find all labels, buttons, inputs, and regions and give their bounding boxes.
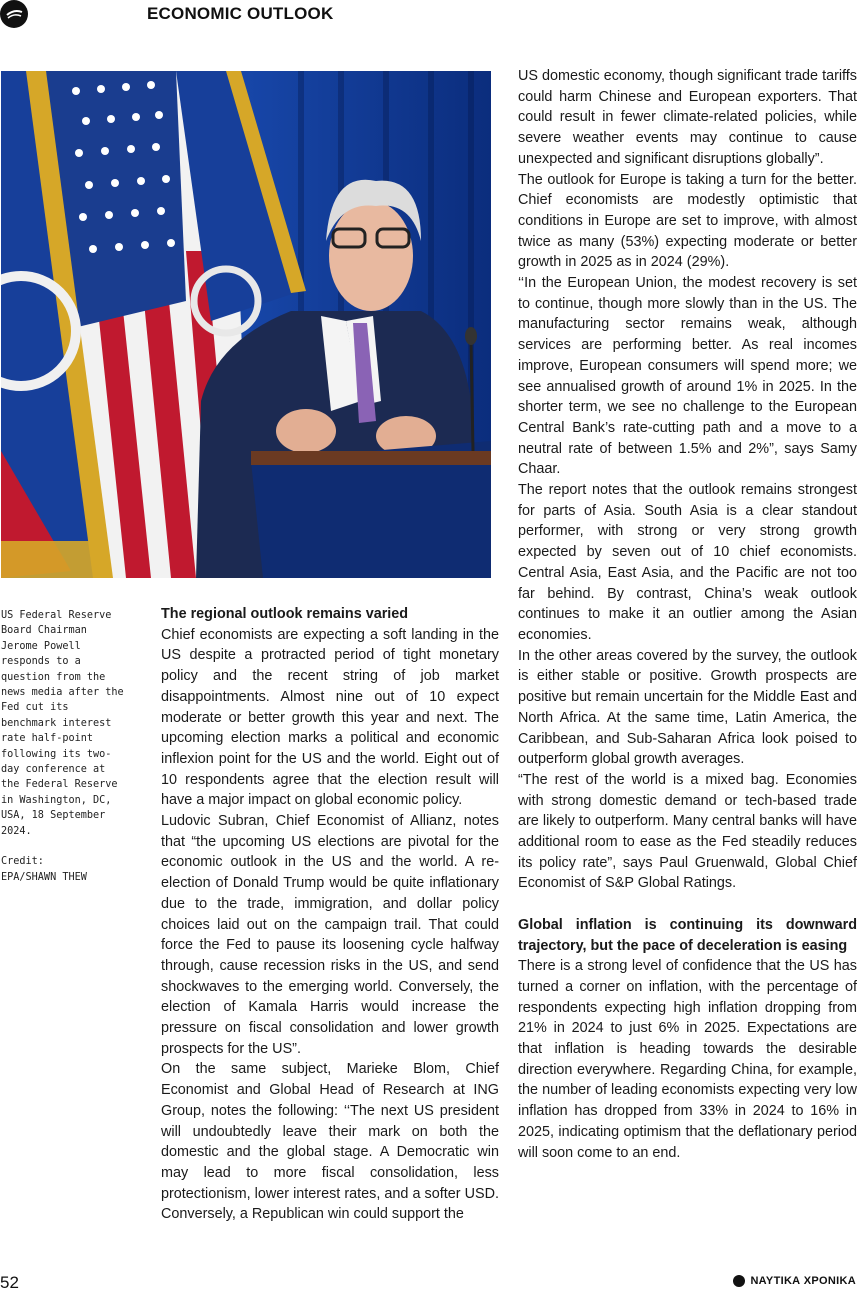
section-heading: The regional outlook remains varied bbox=[161, 606, 409, 622]
photo-caption bbox=[1, 608, 126, 885]
paragraph: US domestic economy, though significant trade tariffs could harm Chinese and European exporters. That could result in fewer climate-related policies, while severe weather events may continue to cause unexpected and significant disruptions globally”. bbox=[518, 68, 857, 167]
caption-credit-value: EPA/SHAWN THEW bbox=[1, 871, 87, 883]
paragraph: The report notes that the outlook remains strongest for parts of Asia. South Asia is a clear standout performer, with strong or very strong growth expected by seven out of 10 chief economists. Central Asia, East Asia, and the Pacific are not too far behind. By contrast, China’s weak outlook continues to make it an outlier among the Asian economies. bbox=[518, 482, 857, 643]
paragraph: The outlook for Europe is taking a turn for the better. Chief economists are modestly optimistic that conditions in Europe are set to improve, with almost twice as many (53%) expecting moderate or better growth in 2025 as in 2024 (29%). bbox=[518, 171, 857, 271]
paragraph: Ludovic Subran, Chief Economist of Allianz, notes that “the upcoming US elections are pivotal for the economic outlook in the US and the world. A re-election of Donald Trump would be quite inflationary due to the trade, immigration, and dollar policy choices laid out on the campaign trail. That could force the Fed to pause its loosening cycle halfway through, cause recession risks in the US, and send shockwaves to the emerging world. Conversely, the election of Kamala Harris would increase the pressure on fiscal consolidation and lower growth prospects for the US”. bbox=[161, 813, 499, 1057]
page-number: 52 bbox=[0, 1273, 19, 1292]
brand-name: ΝΑΥΤΙΚΑ ΧΡΟΝΙΚΑ bbox=[750, 1275, 856, 1287]
paragraph: ‘‘In the European Union, the modest recovery is set to continue, though more slowly than in the US. The manufacturing sector remains weak, although services are performing better. As real incomes improve, European consumers will spend more; we see annualised growth of around 1% in 2025. In the shorter term, we see no challenge to the European Central Bank’s rate-cutting path and a move to a neutral rate of between 1.5% and 2%”, says Samy Chaar. bbox=[518, 275, 857, 478]
paragraph: “The rest of the world is a mixed bag. Economies with strong domestic demand or tech-based trade are likely to outperform. Many central banks will have additional room to ease as the Fed steadily reduces its policy rate”, says Paul Gruenwald, Global Chief Economist of S&P Global Ratings. bbox=[518, 771, 857, 892]
caption-text: US Federal Reserve Board Chairman Jerome Powell responds to a question from the news media after the Fed cut its benchmark interest rate half-point following its two-day conference at the Federal Reserve in Washington, DC, USA, 18 September 2024. bbox=[1, 610, 124, 837]
article-column-right bbox=[518, 66, 857, 1163]
paragraph: Chief economists are expecting a soft landing in the US despite a protracted period of tight monetary policy and the recent string of job market disappointments. Almost nine out of 10 expect moderate or better growth this year and next. The upcoming election marks a political and economic inflexion point for the US and the world. Eight out of 10 respondents agree that the election result will have a major impact on global economic policy. bbox=[161, 626, 499, 809]
caption-credit-label: Credit: bbox=[1, 856, 44, 868]
spacer bbox=[518, 894, 857, 915]
publication-logo-icon bbox=[0, 0, 28, 28]
paragraph: On the same subject, Marieke Blom, Chief Economist and Global Head of Research at ING Group, notes the following: ‘‘The next US president will undoubtedly leave their mark on both the domestic and the global stage. A Democratic win may lead to more fiscal consolidation, less protectionism, lower interest rates, and a softer USD. Conversely, a Republican win could support the bbox=[161, 1061, 499, 1223]
section-title: ECONOMIC OUTLOOK bbox=[147, 4, 334, 23]
article-photo bbox=[1, 71, 491, 578]
paragraph: There is a strong level of confidence that the US has turned a corner on inflation, with the percentage of respondents expecting high inflation dropping from 21% in 2024 to just 6% in 2025. Expectations are that inflation is heading towards the desirable direction everywhere. Regarding China, for example, the number of leading economists expecting very low inflation has dropped from 33% in 2024 to 16% in 2025, indicating optimism that the deflationary period will soon come to an end. bbox=[518, 958, 857, 1161]
article-column-middle bbox=[161, 604, 499, 1225]
brand-logo-icon bbox=[733, 1275, 745, 1287]
section-heading: Global inflation is continuing its downward trajectory, but the pace of deceleration is easing bbox=[518, 916, 857, 954]
publication-brand bbox=[733, 1275, 856, 1287]
paragraph: In the other areas covered by the survey, the outlook is either stable or positive. Growth prospects are positive but remain uncertain for the Middle East and North Africa. At the same time, Latin America, the Caribbean, and Sub-Saharan Africa look poised to outperform global growth averages. bbox=[518, 647, 857, 768]
